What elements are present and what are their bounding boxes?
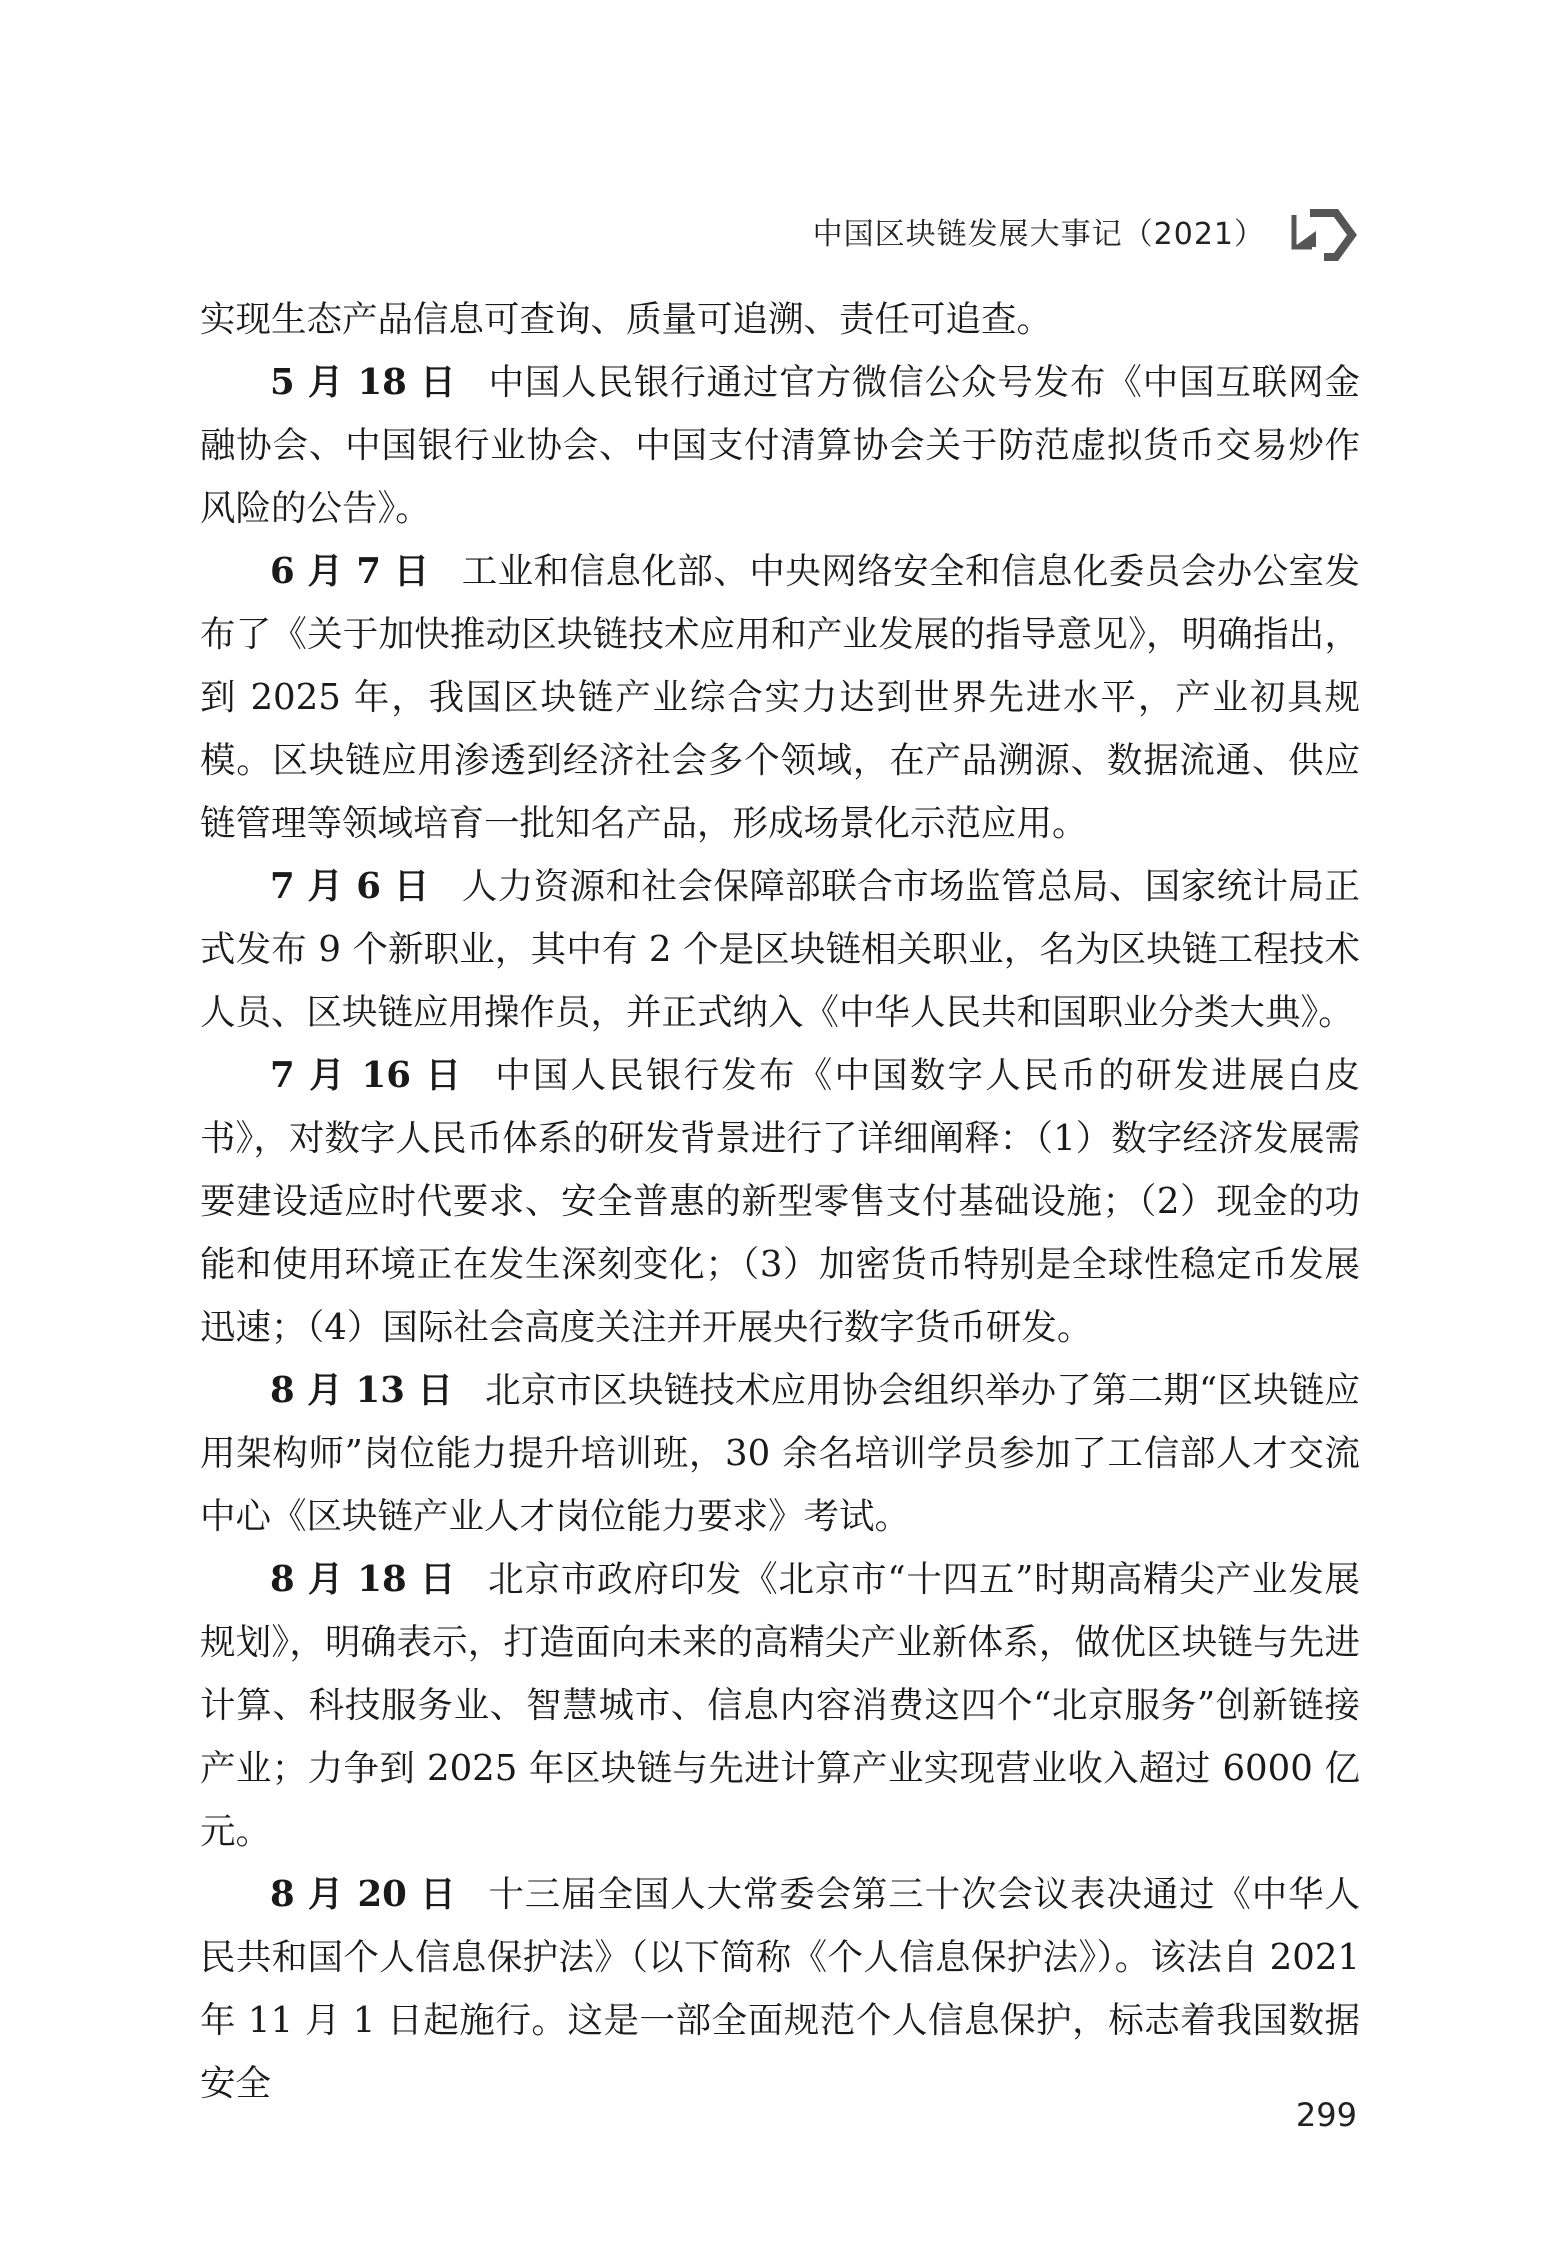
event-entry (200, 1359, 1360, 1548)
event-text: 十三届全国人大常委会第三十次会议表决通过《中华人民共和国个人信息保护法》（以下简称《个人信息保护法》）。该法自 2021 年 11 月 1 日起施行。这是一部全面规范个人信息保护，标志着我国数据安全 (200, 1874, 1360, 2104)
event-date: 6 月 7 日 (270, 551, 430, 592)
event-date: 8 月 18 日 (270, 1559, 457, 1600)
continuation-paragraph: 实现生态产品信息可查询、质量可追溯、责任可追查。 (200, 299, 1053, 340)
event-date: 7 月 16 日 (270, 1055, 464, 1096)
event-text: 北京市政府印发《北京市“十四五”时期高精尖产业发展规划》，明确表示，打造面向未来的高精尖产业新体系，做优区块链与先进计算、科技服务业、智慧城市、信息内容消费这四个“北京服务”创新链接产业；力争到 2025 年区块链与先进计算产业实现营业收入超过 6000 亿元。 (200, 1559, 1360, 1852)
running-title: 中国区块链发展大事记（2021） (812, 217, 1265, 252)
event-date: 5 月 18 日 (270, 362, 457, 403)
event-entry (200, 1044, 1360, 1359)
event-date: 8 月 20 日 (270, 1874, 457, 1915)
event-entry (200, 540, 1360, 855)
event-text: 北京市区块链技术应用协会组织举办了第二期“区块链应用架构师”岗位能力提升培训班，30 余名培训学员参加了工信部人才交流中心《区块链产业人才岗位能力要求》考试。 (200, 1370, 1360, 1537)
event-text: 中国人民银行发布《中国数字人民币的研发进展白皮书》，对数字人民币体系的研发背景进行了详细阐释：（1）数字经济发展需要建设适应时代要求、安全普惠的新型零售支付基础设施；（2）现金的功能和使用环境正在发生深刻变化；（3）加密货币特别是全球性稳定币发展迅速；（4）国际社会高度关注并开展央行数字货币研发。 (200, 1055, 1360, 1348)
event-entry (200, 351, 1360, 540)
arrow-chevron-icon (1290, 205, 1360, 263)
event-text: 工业和信息化部、中央网络安全和信息化委员会办公室发布了《关于加快推动区块链技术应用和产业发展的指导意见》，明确指出，到 2025 年，我国区块链产业综合实力达到世界先进水平，产业初具规模。区块链应用渗透到经济社会多个领域，在产品溯源、数据流通、供应链管理等领域培育一批知名产品，形成场景化示范应用。 (200, 551, 1360, 844)
event-entry (200, 1863, 1360, 2115)
running-header (0, 205, 1555, 265)
event-text: 人力资源和社会保障部联合市场监管总局、国家统计局正式发布 9 个新职业，其中有 2 个是区块链相关职业，名为区块链工程技术人员、区块链应用操作员，并正式纳入《中华人民共和国职业分类大典》。 (200, 866, 1360, 1033)
event-text: 中国人民银行通过官方微信公众号发布《中国互联网金融协会、中国银行业协会、中国支付清算协会关于防范虚拟货币交易炒作风险的公告》。 (200, 362, 1360, 529)
event-entry (200, 855, 1360, 1044)
event-entry (200, 1548, 1360, 1863)
page-body (200, 288, 1360, 2115)
event-date: 8 月 13 日 (270, 1370, 454, 1411)
page-number: 299 (1295, 2096, 1357, 2134)
event-date: 7 月 6 日 (270, 866, 430, 907)
